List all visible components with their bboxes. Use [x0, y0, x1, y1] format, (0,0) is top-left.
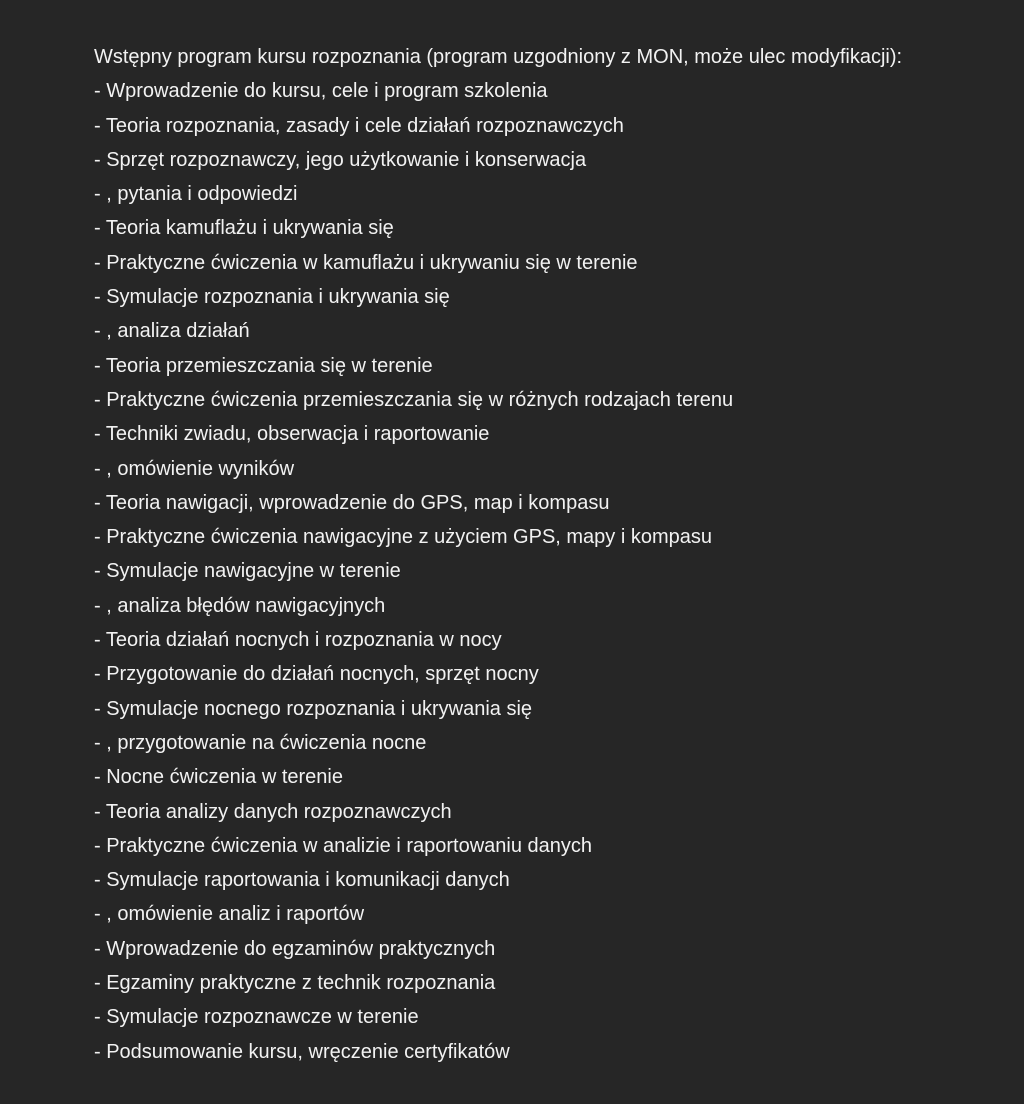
list-item: - Teoria nawigacji, wprowadzenie do GPS, map i kompasu [94, 491, 610, 514]
list-item: - , przygotowanie na ćwiczenia nocne [94, 731, 427, 754]
list-item: - Symulacje nawigacyjne w terenie [94, 560, 401, 583]
list-item: - Teoria kamuflażu i ukrywania się [94, 217, 394, 240]
list-item: - , analiza błędów nawigacyjnych [94, 594, 386, 617]
list-item: - Praktyczne ćwiczenia w kamuflażu i ukrywaniu się w terenie [94, 251, 638, 274]
list-item: - Wprowadzenie do kursu, cele i program szkolenia [94, 80, 548, 103]
list-item: - Przygotowanie do działań nocnych, sprzęt nocny [94, 663, 539, 686]
program-list [94, 74, 1004, 1069]
list-item: - Techniki zwiadu, obserwacja i raportowanie [94, 423, 490, 446]
list-item: - Teoria działań nocnych i rozpoznania w nocy [94, 629, 502, 652]
list-item: - Wprowadzenie do egzaminów praktycznych [94, 937, 496, 960]
list-item: - Praktyczne ćwiczenia w analizie i raportowaniu danych [94, 834, 593, 857]
list-item: - Teoria analizy danych rozpoznawczych [94, 800, 452, 823]
list-item: - Praktyczne ćwiczenia przemieszczania się w różnych rodzajach terenu [94, 388, 734, 411]
list-item: - Symulacje raportowania i komunikacji danych [94, 869, 510, 892]
document-intro: Wstępny program kursu rozpoznania (program uzgodniony z MON, może ulec modyfikacji): [94, 46, 903, 68]
list-item: - Praktyczne ćwiczenia nawigacyjne z użyciem GPS, mapy i kompasu [94, 526, 713, 549]
list-item: - Podsumowanie kursu, wręczenie certyfikatów [94, 1040, 510, 1063]
list-item: - , pytania i odpowiedzi [94, 183, 298, 206]
list-item: - , analiza działań [94, 320, 250, 343]
list-item: - Teoria rozpoznania, zasady i cele działań rozpoznawczych [94, 114, 624, 137]
list-item: - Symulacje nocnego rozpoznania i ukrywania się [94, 697, 533, 720]
list-item: - Symulacje rozpoznawcze w terenie [94, 1006, 419, 1029]
list-item: - Sprzęt rozpoznawczy, jego użytkowanie i konserwacja [94, 148, 587, 171]
list-item: - , omówienie analiz i raportów [94, 903, 365, 926]
document-body [94, 40, 1004, 1069]
list-item: - Egzaminy praktyczne z technik rozpoznania [94, 972, 496, 995]
list-item: - Teoria przemieszczania się w terenie [94, 354, 433, 377]
list-item: - Nocne ćwiczenia w terenie [94, 766, 343, 789]
list-item: - Symulacje rozpoznania i ukrywania się [94, 286, 450, 309]
list-item: - , omówienie wyników [94, 457, 295, 480]
